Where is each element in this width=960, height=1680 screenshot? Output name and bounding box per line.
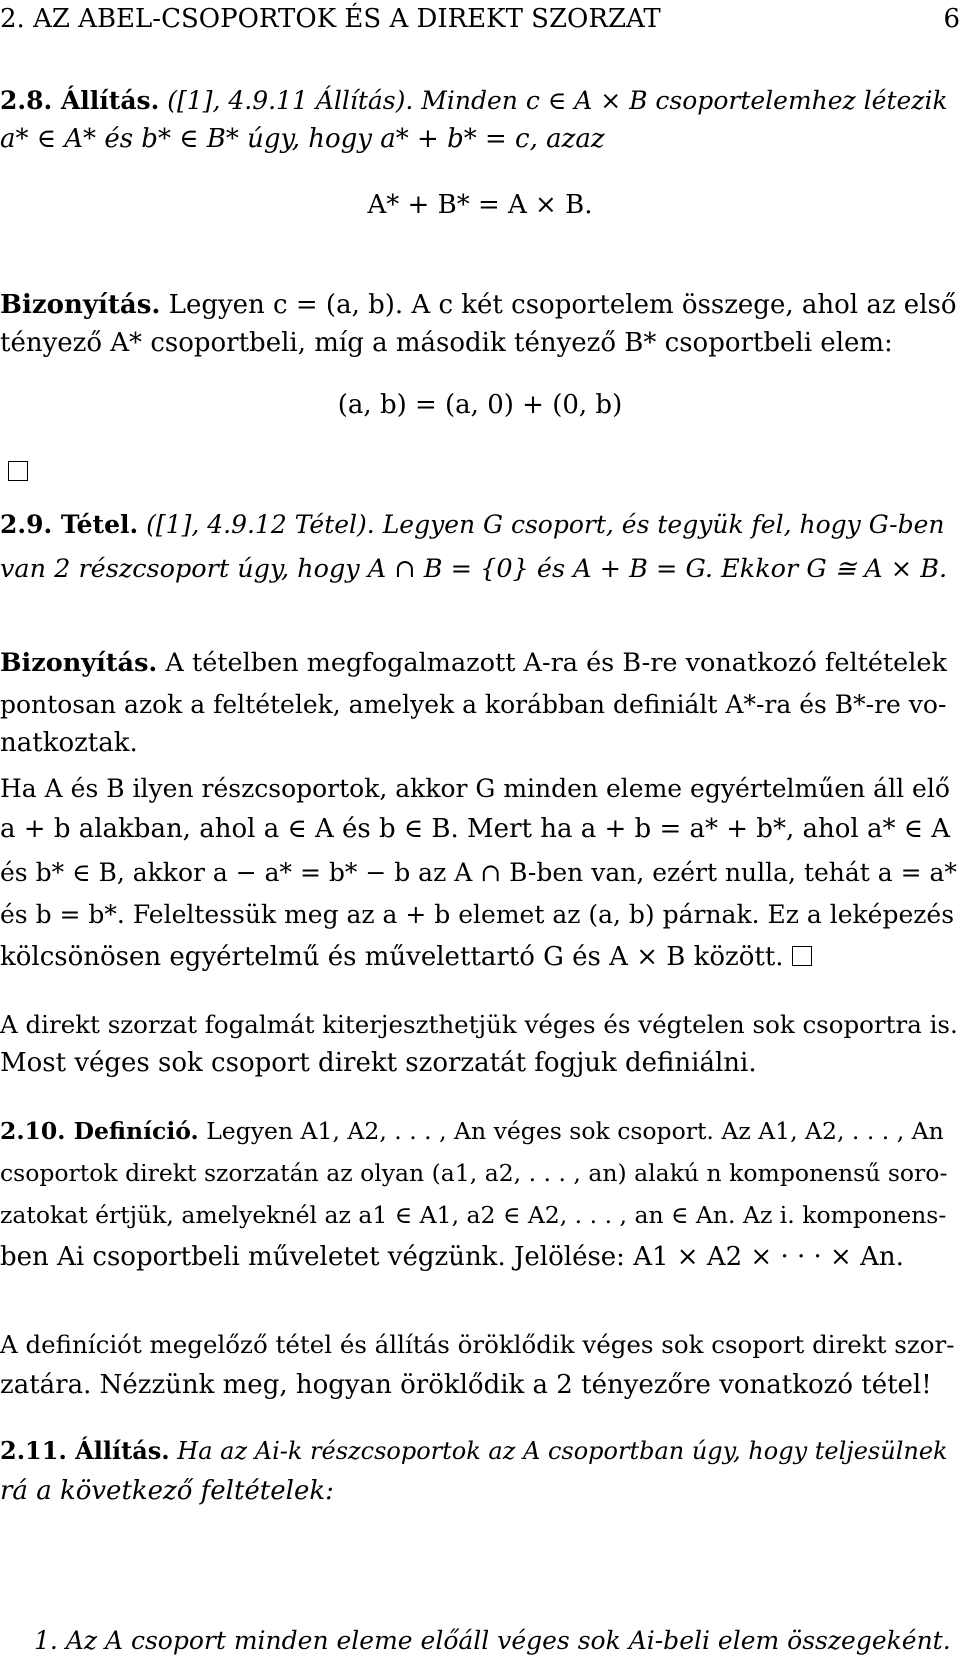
- proof-label: Bizonyítás.: [0, 290, 161, 320]
- proof-label: Bizonyítás.: [0, 648, 158, 678]
- paragraph-1-line-2: Most véges sok csoport direkt szorzatát fogjuk definiálni.: [0, 1048, 757, 1078]
- proof-2-9-line-6: és b* ∈ B, akkor a − a* = b* − b az A ∩ B-ben van, ezért nulla, tehát a = a*: [0, 858, 957, 887]
- running-header: [0, 2, 960, 36]
- paragraph-1-line-1: A direkt szorzat fogalmát kiterjeszthetjük véges és végtelen sok csoportra is.: [0, 1010, 958, 1039]
- qed-square-icon: [792, 946, 812, 966]
- page-number: 6: [943, 4, 960, 34]
- theorem-label: 2.9. Tétel.: [0, 510, 139, 539]
- claim-2-11-item-1: 1. Az A csoport minden eleme előáll véges sok Ai-beli elem összegeként.: [34, 1626, 951, 1655]
- claim-label: 2.8. Állítás.: [0, 86, 160, 115]
- claim-label: 2.11. Állítás.: [0, 1436, 170, 1465]
- definition-2-10-line-3: zatokat értjük, amelyeknél az a1 ∈ A1, a2 ∈ A2, . . . , an ∈ An. Az i. komponens-: [0, 1201, 947, 1229]
- qed-square-icon: [8, 460, 28, 484]
- definition-2-10-line-1: 2.10. Definíció. Legyen A1, A2, . . . , An véges sok csoport. Az A1, A2, . . . , An: [0, 1117, 944, 1145]
- proof-2-9-line-5: a + b alakban, ahol a ∈ A és b ∈ B. Mert ha a + b = a* + b*, ahol a* ∈ A: [0, 814, 951, 844]
- claim-2-11-line-1: 2.11. Állítás. Ha az Ai-k részcsoportok az A csoportban úgy, hogy teljesülnek: [0, 1436, 948, 1465]
- proof-2-8-line-1: Bizonyítás. Legyen c = (a, b). A c két csoportelem összege, ahol az első: [0, 290, 957, 320]
- proof-2-9-line-3: natkoztak.: [0, 728, 138, 758]
- theorem-2-9-line-2: van 2 részcsoport úgy, hogy A ∩ B = {0} és A + B = G. Ekkor G ≅ A × B.: [0, 554, 948, 584]
- claim-2-8-formula: A* + B* = A × B.: [367, 190, 593, 220]
- claim-2-8-line-1: 2.8. Állítás. ([1], 4.9.11 Állítás). Minden c ∈ A × B csoportelemhez létezik: [0, 86, 948, 115]
- paragraph-2-line-2: zatára. Nézzünk meg, hogyan öröklődik a 2 tényezőre vonatkozó tétel!: [0, 1370, 932, 1400]
- theorem-2-9-line-1: 2.9. Tétel. ([1], 4.9.12 Tétel). Legyen G csoport, és tegyük fel, hogy G-ben: [0, 510, 945, 539]
- chapter-title: 2. AZ ABEL-CSOPORTOK ÉS A DIREKT SZORZAT: [0, 4, 661, 34]
- definition-2-10-line-4: ben Ai csoportbeli műveletet végzünk. Jelölése: A1 × A2 × · · · × An.: [0, 1242, 904, 1272]
- proof-2-8-line-2: tényező A* csoportbeli, míg a második tényező B* csoportbeli elem:: [0, 328, 893, 358]
- proof-2-9-line-8: kölcsönösen egyértelmű és művelettartó G és A × B között.: [0, 940, 960, 974]
- proof-2-9-line-7: és b = b*. Feleltessük meg az a + b elemet az (a, b) párnak. Ez a leképezés: [0, 900, 955, 929]
- claim-2-11-line-2: rá a következő feltételek:: [0, 1476, 334, 1506]
- paragraph-2-line-1: A definíciót megelőző tétel és állítás öröklődik véges sok csoport direkt szor-: [0, 1330, 955, 1359]
- definition-label: 2.10. Definíció.: [0, 1117, 199, 1145]
- definition-2-10-line-2: csoportok direkt szorzatán az olyan (a1, a2, . . . , an) alakú n komponensű soro-: [0, 1159, 948, 1187]
- proof-2-9-line-4: Ha A és B ilyen részcsoportok, akkor G minden eleme egyértelműen áll elő: [0, 774, 950, 803]
- proof-2-9-line-2: pontosan azok a feltételek, amelyek a korábban definiált A*-ra és B*-re vo-: [0, 690, 947, 719]
- proof-2-8-formula: (a, b) = (a, 0) + (0, b): [337, 390, 623, 420]
- proof-2-9-line-1: Bizonyítás. A tételben megfogalmazott A-ra és B-re vonatkozó feltételek: [0, 648, 947, 678]
- claim-2-8-line-2: a* ∈ A* és b* ∈ B* úgy, hogy a* + b* = c, azaz: [0, 124, 605, 154]
